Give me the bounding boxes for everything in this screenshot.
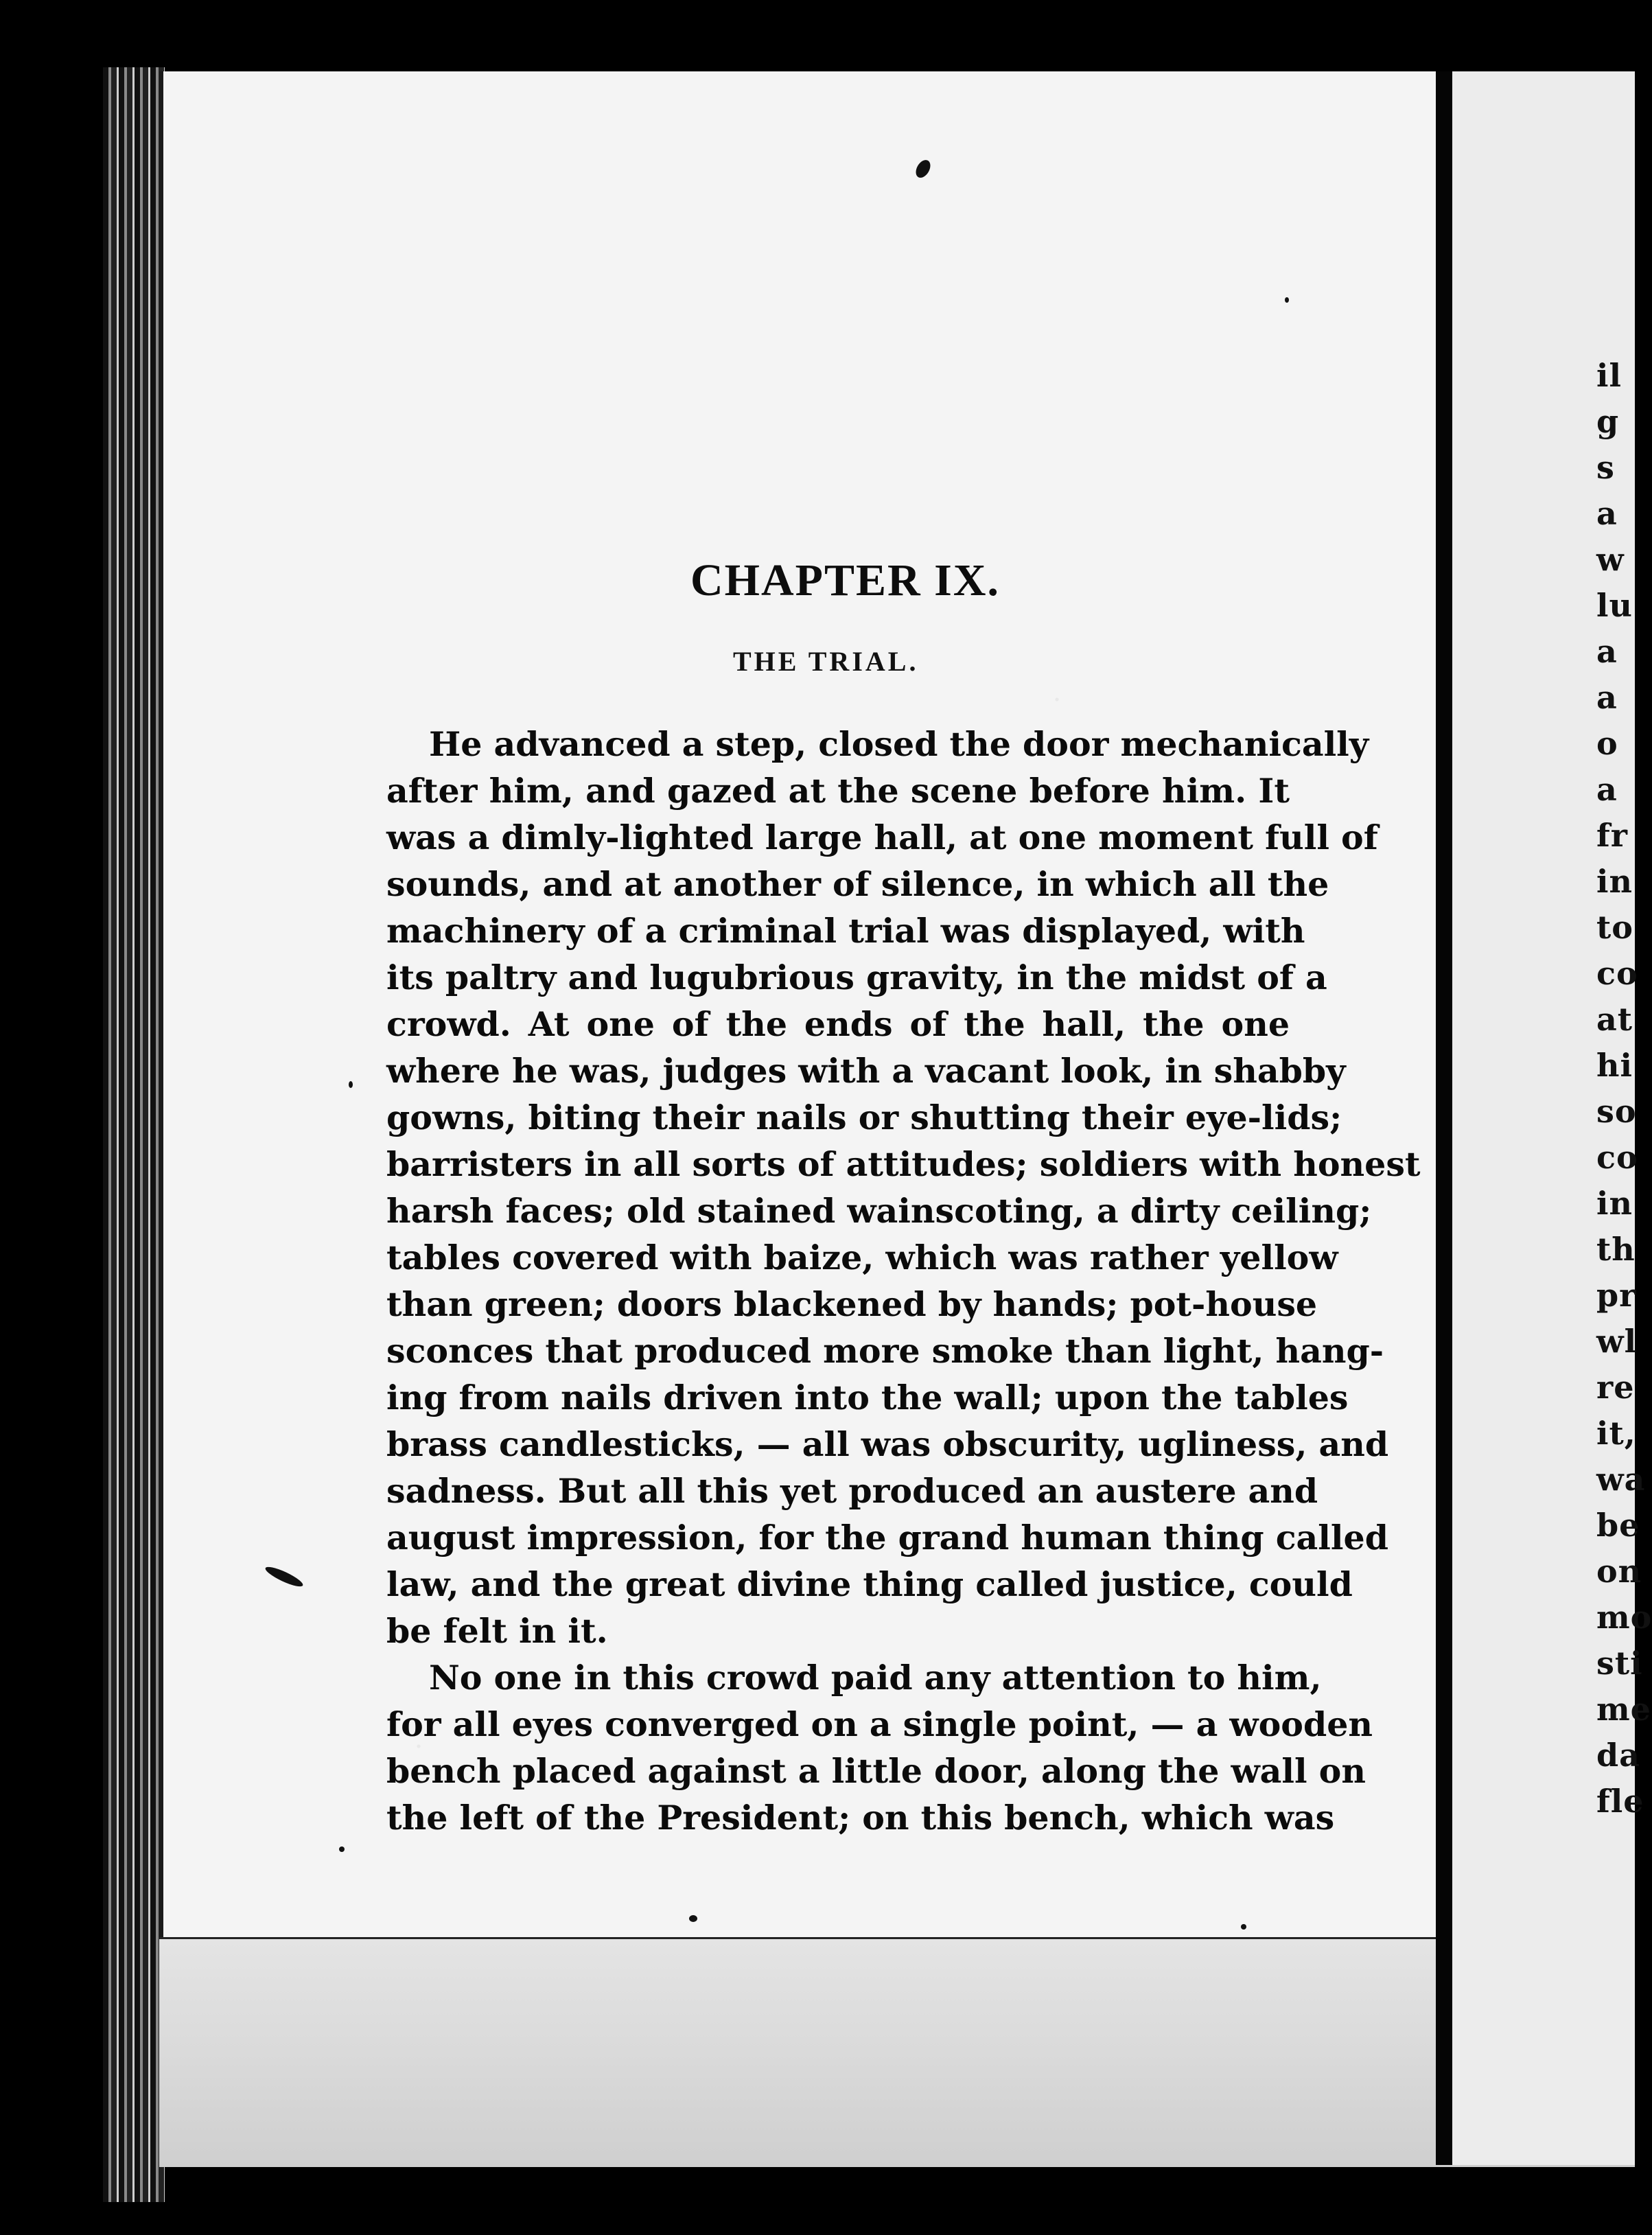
facing-page-fragment: fle xyxy=(1596,1783,1644,1820)
chapter-title: CHAPTER IX. xyxy=(690,555,1001,605)
facing-page-fragment: a xyxy=(1596,771,1618,808)
facing-page-fragment: lu xyxy=(1596,587,1633,624)
paragraph xyxy=(386,721,1421,1654)
facing-page-fragment: pr xyxy=(1596,1277,1637,1314)
facing-page-fragment: g xyxy=(1596,403,1620,440)
text-line: gowns, biting their nails or shutting their eye-lids; xyxy=(386,1098,1342,1137)
facing-page-fragment: on xyxy=(1596,1553,1642,1590)
text-line: tables covered with baize, which was rather yellow xyxy=(386,1238,1338,1277)
text-line: He advanced a step, closed the door mechanically xyxy=(429,724,1369,764)
facing-page-fragment: th xyxy=(1596,1231,1636,1268)
chapter-body xyxy=(386,721,1421,1841)
text-line: machinery of a criminal trial was displayed, with xyxy=(386,911,1305,951)
text-line: be felt in it. xyxy=(386,1611,608,1651)
text-line: was a dimly-lighted large hall, at one moment full of xyxy=(386,818,1378,857)
facing-page-fragment: co xyxy=(1596,1139,1638,1176)
binding-edge xyxy=(103,67,165,2202)
facing-page-fragment: wl xyxy=(1596,1323,1638,1360)
facing-page-fragment: a xyxy=(1596,633,1618,670)
facing-page-fragment: co xyxy=(1596,955,1638,992)
facing-page-fragment: sti xyxy=(1596,1645,1643,1682)
text-line: harsh faces; old stained wainscoting, a dirty ceiling; xyxy=(386,1191,1372,1231)
facing-page-fragment: to xyxy=(1596,909,1633,946)
text-line: sounds, and at another of silence, in which all the xyxy=(386,864,1329,904)
text-line: after him, and gazed at the scene before him. It xyxy=(386,771,1290,811)
facing-page-fragment: re xyxy=(1596,1369,1635,1406)
facing-page-fragment: a xyxy=(1596,495,1618,532)
facing-page-fragment: il xyxy=(1596,357,1622,394)
paragraph xyxy=(386,1654,1373,1841)
facing-page-fragment: at xyxy=(1596,1001,1633,1038)
facing-page xyxy=(1452,71,1652,2165)
facing-page-fragment: w xyxy=(1596,541,1625,578)
facing-page-fragment: da xyxy=(1596,1737,1640,1774)
text-line: barristers in all sorts of attitudes; soldiers with honest xyxy=(386,1144,1421,1184)
facing-page-fragment: s xyxy=(1596,449,1615,486)
facing-page-fragment: so xyxy=(1596,1093,1637,1130)
page-bottom-margin xyxy=(159,1937,1635,2167)
text-line: august impression, for the grand human thing called xyxy=(386,1518,1388,1557)
facing-page-fragment: hi xyxy=(1596,1047,1633,1084)
facing-page-fragment: o xyxy=(1596,725,1618,762)
facing-page-fragment: mo xyxy=(1596,1599,1652,1636)
chapter-subtitle: THE TRIAL. xyxy=(733,646,919,677)
text-line: its paltry and lugubrious gravity, in the midst of a xyxy=(386,958,1327,997)
text-line: bench placed against a little door, along the wall on xyxy=(386,1751,1366,1791)
scan-divider-line xyxy=(159,1937,1635,1939)
text-line: ing from nails driven into the wall; upon the tables xyxy=(386,1378,1349,1417)
facing-page-fragment: in xyxy=(1596,863,1633,900)
text-line: than green; doors blackened by hands; pot-house xyxy=(386,1284,1318,1324)
text-line: sconces that produced more smoke than light, hang- xyxy=(386,1331,1384,1371)
facing-page-fragment: it, xyxy=(1596,1415,1636,1452)
text-line: where he was, judges with a vacant look, in shabby xyxy=(386,1051,1346,1091)
facing-page-fragment: in xyxy=(1596,1185,1633,1222)
facing-page-fragment: be xyxy=(1596,1507,1640,1544)
facing-page-fragment: a xyxy=(1596,679,1618,716)
text-line: for all eyes converged on a single point, — a wooden xyxy=(386,1704,1373,1744)
facing-page-fragment: me xyxy=(1596,1691,1651,1728)
text-line: sadness. But all this yet produced an austere and xyxy=(386,1471,1318,1511)
facing-page-fragment: fr xyxy=(1596,817,1629,854)
text-line: crowd. At one of the ends of the hall, the one xyxy=(386,1004,1290,1044)
text-line: brass candlesticks, — all was obscurity, ugliness, and xyxy=(386,1424,1389,1464)
text-line: No one in this crowd paid any attention to him, xyxy=(429,1658,1322,1698)
text-line: the left of the President; on this bench, which was xyxy=(386,1798,1335,1838)
page-gutter xyxy=(1436,71,1452,2165)
text-line: law, and the great divine thing called justice, could xyxy=(386,1564,1353,1604)
facing-page-fragment: wa xyxy=(1596,1461,1646,1498)
